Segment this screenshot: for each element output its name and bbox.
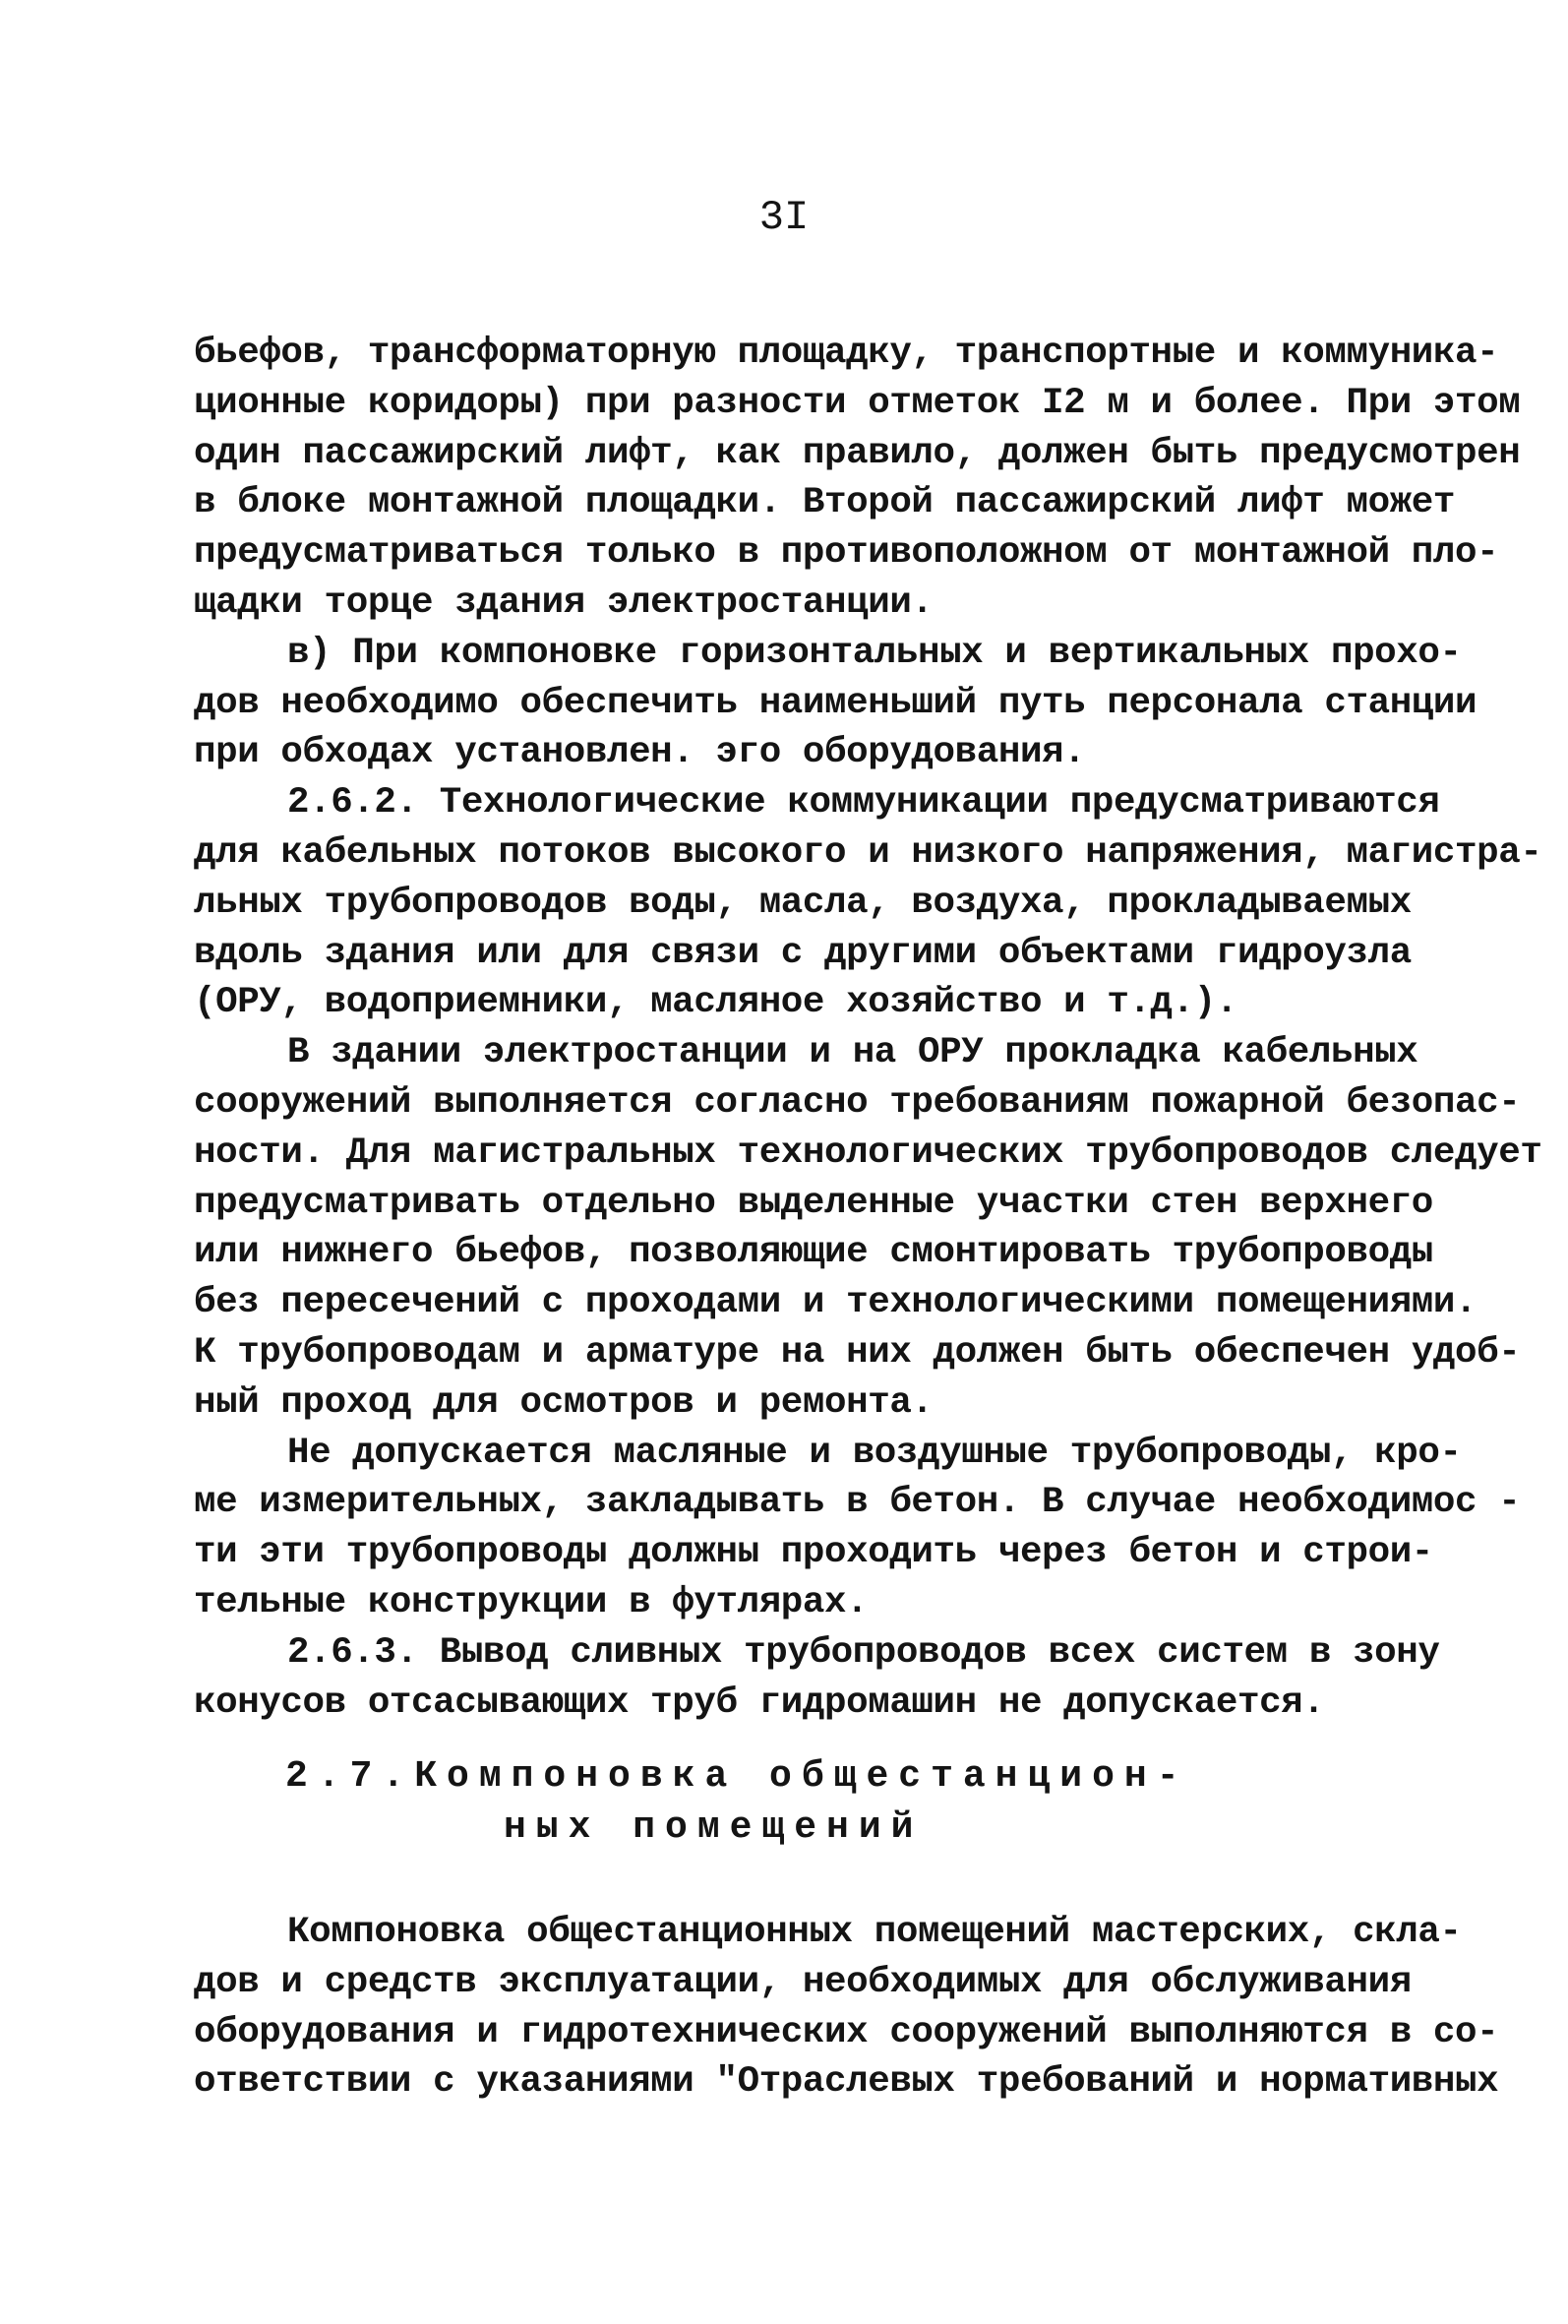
text-line: К трубопроводам и арматуре на них должен быть обеспечен удоб- [194,1331,1521,1374]
text-line: сооружений выполняется согласно требованиям пожарной безопас- [194,1081,1521,1124]
text-line: при обходах установлен. эго оборудования. [194,732,1086,774]
text-line: Компоновка общестанционных помещений мастерских, скла- [287,1912,1462,1953]
section-heading [285,1751,1466,1854]
text-line: ности. Для магистральных технологических трубопроводов следует [194,1131,1542,1174]
text-line: 2.6.2. Технологические коммуникации предусматриваются [287,782,1440,825]
text-line: тельные конструкции в футлярах. [194,1581,869,1623]
section-heading-line-2: ных помещений [504,1806,924,1849]
text-line: щадки торце здания электростанции. [194,581,934,624]
text-line: 2.6.3. Вывод сливных трубопроводов всех систем в зону [287,1631,1440,1674]
text-line: ный проход для осмотров и ремонта. [194,1381,934,1424]
text-line: оборудования и гидротехнических сооружений выполняются в со- [194,2011,1499,2053]
text-line: вдоль здания или для связи с другими объектами гидроузла [194,932,1412,974]
text-line: бьефов, трансформаторную площадку, транспортные и коммуника- [194,333,1499,374]
text-line: ответствии с указаниями "Отраслевых требований и нормативных [194,2061,1499,2104]
page-number: 3I [758,194,810,241]
text-line: Не допускается масляные и воздушные трубопроводы, кро- [287,1432,1462,1474]
text-line: ционные коридоры) при разности отметок I2 м и более. При этом [194,382,1521,424]
text-line: (ОРУ, водоприемники, масляное хозяйство и т.д.). [194,982,1237,1024]
text-line: в блоке монтажной площадки. Второй пассажирский лифт может [194,482,1456,524]
text-line: конусов отсасывающих труб гидромашин не допускается. [194,1682,1325,1724]
body-text-after-heading [194,1908,1499,2108]
text-line: один пассажирский лифт, как правило, должен быть предусмотрен [194,432,1521,474]
text-line: льных трубопроводов воды, масла, воздуха, прокладываемых [194,882,1412,924]
text-line: или нижнего бьефов, позволяющие смонтировать трубопроводы [194,1232,1433,1274]
text-line: предусматривать отдельно выделенные участки стен верхнего [194,1182,1433,1224]
text-line: в) При компоновке горизонтальных и вертикальных прохо- [287,632,1462,674]
text-line: дов и средств эксплуатации, необходимых для обслуживания [194,1961,1412,2003]
text-line: ме измерительных, закладывать в бетон. В случае необходимос - [194,1482,1521,1524]
text-line: без пересечений с проходами и технологическими помещениями. [194,1282,1478,1324]
body-text-before-heading [194,329,1542,1728]
text-line: для кабельных потоков высокого и низкого напряжения, магистра- [194,831,1542,874]
text-line: дов необходимо обеспечить наименьший путь персонала станции [194,682,1478,724]
text-line: В здании электростанции и на ОРУ прокладка кабельных [287,1032,1418,1074]
section-heading-line-1: 2.7.Компоновка общестанцион- [285,1755,1189,1798]
text-line: ти эти трубопроводы должны проходить через бетон и строи- [194,1532,1433,1574]
text-line: предусматриваться только в противоположном от монтажной пло- [194,532,1499,575]
